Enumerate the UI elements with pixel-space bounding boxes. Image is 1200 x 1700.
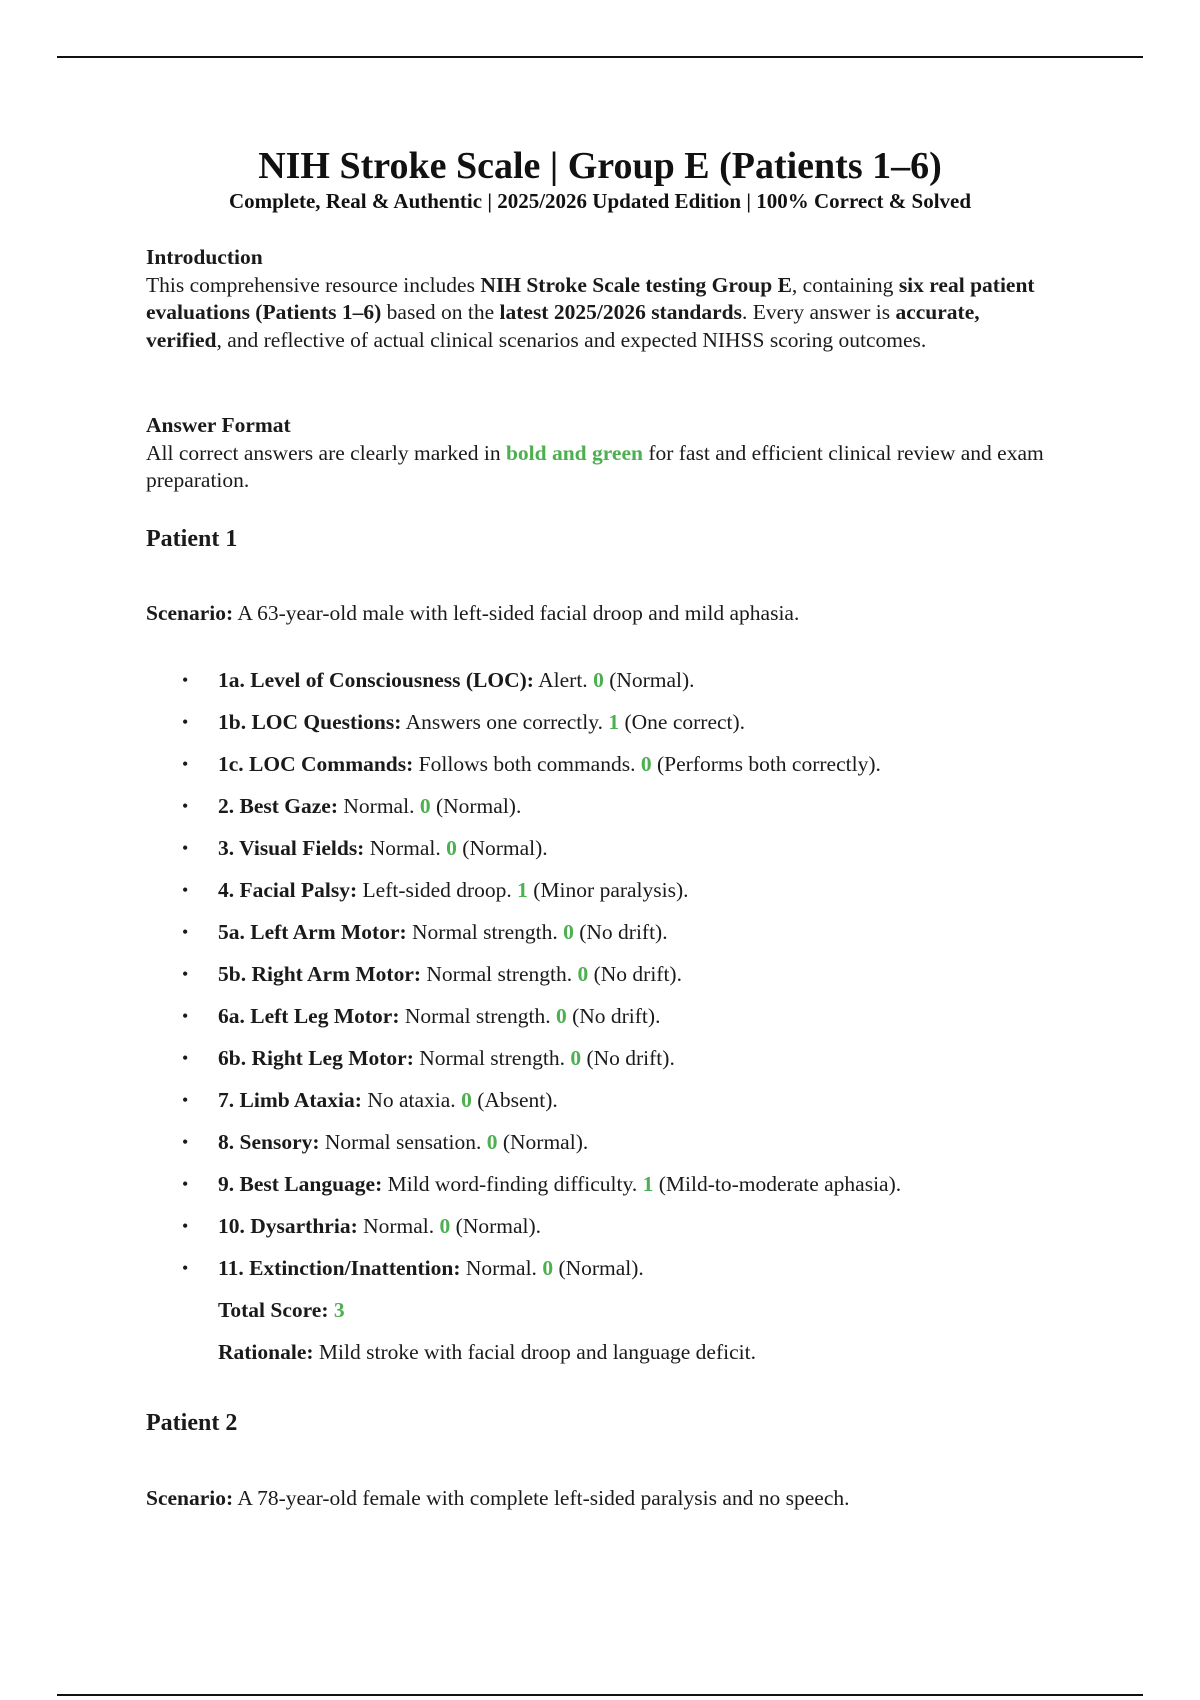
list-item: • 9. Best Language: Mild word-finding difficulty. 1 (Mild-to-moderate aphasia).	[146, 1170, 1046, 1212]
list-item: • 5b. Right Arm Motor: Normal strength. 0 (No drift).	[146, 960, 1046, 1002]
list-item: • 1a. Level of Consciousness (LOC): Alert. 0 (Normal).	[146, 666, 1046, 708]
list-item: • 3. Visual Fields: Normal. 0 (Normal).	[146, 834, 1046, 876]
answer-format-heading: Answer Format	[146, 413, 291, 437]
patient-2-heading: Patient 2	[146, 1410, 238, 1436]
introduction-heading: Introduction	[146, 245, 263, 269]
patient-1-scenario: Scenario: A 63-year-old male with left-sided facial droop and mild aphasia.	[146, 601, 800, 625]
list-item: • 11. Extinction/Inattention: Normal. 0 (Normal).	[146, 1254, 1046, 1296]
list-item: • 8. Sensory: Normal sensation. 0 (Normal).	[146, 1128, 1046, 1170]
list-item: • 2. Best Gaze: Normal. 0 (Normal).	[146, 792, 1046, 834]
patient-1-heading: Patient 1	[146, 526, 238, 552]
top-rule	[57, 56, 1143, 58]
list-item: • 1c. LOC Commands: Follows both commands. 0 (Performs both correctly).	[146, 750, 1046, 792]
list-item: • 4. Facial Palsy: Left-sided droop. 1 (Minor paralysis).	[146, 876, 1046, 918]
list-item: • 10. Dysarthria: Normal. 0 (Normal).	[146, 1212, 1046, 1254]
list-item: • 5a. Left Arm Motor: Normal strength. 0 (No drift).	[146, 918, 1046, 960]
bottom-rule	[57, 1694, 1143, 1696]
introduction-section	[146, 244, 1046, 354]
list-item: • 6a. Left Leg Motor: Normal strength. 0 (No drift).	[146, 1002, 1046, 1044]
list-item: • 6b. Right Leg Motor: Normal strength. 0 (No drift).	[146, 1044, 1046, 1086]
document-subtitle: Complete, Real & Authentic | 2025/2026 Updated Edition | 100% Correct & Solved	[228, 189, 972, 213]
patient-1-total-score: Total Score: 3	[218, 1298, 345, 1322]
patient-1-rationale: Rationale: Mild stroke with facial droop and language deficit.	[218, 1340, 756, 1364]
introduction-paragraph: This comprehensive resource includes NIH Stroke Scale testing Group E, containing six real patient evaluations (Patients 1–6) based on the latest 2025/2026 standards. Every answer is accurate, verified, and reflective of actual clinical scenarios and expected NIHSS scoring outcomes.	[146, 272, 1035, 352]
list-item: • 1b. LOC Questions: Answers one correctly. 1 (One correct).	[146, 708, 1046, 750]
document-title: NIH Stroke Scale | Group E (Patients 1–6)	[258, 145, 942, 187]
patient-2-scenario: Scenario: A 78-year-old female with complete left-sided paralysis and no speech.	[146, 1486, 850, 1510]
answer-format-section	[146, 412, 1046, 495]
patient-1-score-list	[146, 666, 1046, 1296]
answer-format-paragraph: All correct answers are clearly marked in bold and green for fast and efficient clinical review and exam preparation.	[146, 440, 1044, 492]
list-item: • 7. Limb Ataxia: No ataxia. 0 (Absent).	[146, 1086, 1046, 1128]
